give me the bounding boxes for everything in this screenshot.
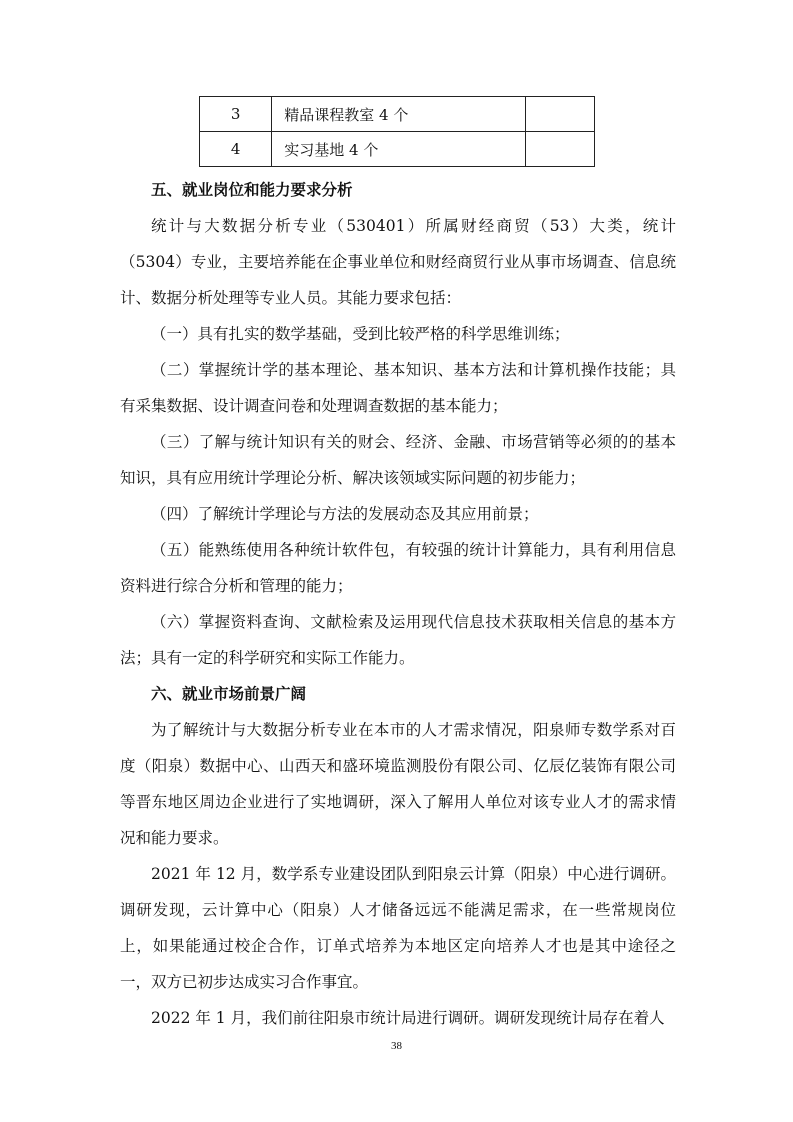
list-item: （六）掌握资料查询、文献检索及运用现代信息技术获取相关信息的基本方法；具有一定的科学研究和实际工作能力。 [120,613,676,667]
paragraph: 为了解统计与大数据分析专业在本市的人才需求情况，阳泉师专数学系对百度（阳泉）数据中心、山西天和盛环境监测股份有限公司、亿辰亿装饰有限公司等晋东地区周边企业进行了实地调研，深入了解用人单位对该专业人才的需求情况和能力要求。 [120,721,676,847]
table-cell-empty [525,132,594,167]
table-cell-text: 精品课程教室 4 个 [272,97,526,132]
list-item: （一）具有扎实的数学基础，受到比较严格的科学思维训练； [151,325,570,343]
section-heading: 五、就业岗位和能力要求分析 [151,180,353,199]
body-text [120,172,676,1036]
list-item: （三）了解与统计知识有关的财会、经济、金融、市场营销等必须的的基本知识，具有应用统计学理论分析、解决该领域实际问题的初步能力； [120,433,676,487]
page-number: 38 [391,1040,402,1052]
table-cell-number: 4 [200,132,272,167]
table-cell-number: 3 [200,97,272,132]
list-item: （四）了解统计学理论与方法的发展动态及其应用前景； [151,505,539,523]
list-item: （二）掌握统计学的基本理论、基本知识、基本方法和计算机操作技能；具有采集数据、设计调查问卷和处理调查数据的基本能力； [120,361,676,415]
section-heading: 六、就业市场前景广阔 [151,684,307,703]
table-cell-empty [525,97,594,132]
table-row [200,132,595,167]
paragraph: 2021 年 12 月，数学系专业建设团队到阳泉云计算（阳泉）中心进行调研。调研发现，云计算中心（阳泉）人才储备远远不能满足需求，在一些常规岗位上，如果能通过校企合作，订单式培养为本地区定向培养人才也是其中途径之一，双方已初步达成实习合作事宜。 [120,865,676,991]
list-item: （五）能熟练使用各种统计软件包，有较强的统计计算能力，具有利用信息资料进行综合分析和管理的能力； [120,541,676,595]
table-row [200,97,595,132]
paragraph: 2022 年 1 月，我们前往阳泉市统计局进行调研。调研发现统计局存在着人 [151,1009,665,1027]
resource-table [199,96,595,167]
table-cell-text: 实习基地 4 个 [272,132,526,167]
paragraph: 统计与大数据分析专业（530401）所属财经商贸（53）大类，统计（5304）专业，主要培养能在企事业单位和财经商贸行业从事市场调查、信息统计、数据分析处理等专业人员。其能力要求包括： [120,217,676,307]
